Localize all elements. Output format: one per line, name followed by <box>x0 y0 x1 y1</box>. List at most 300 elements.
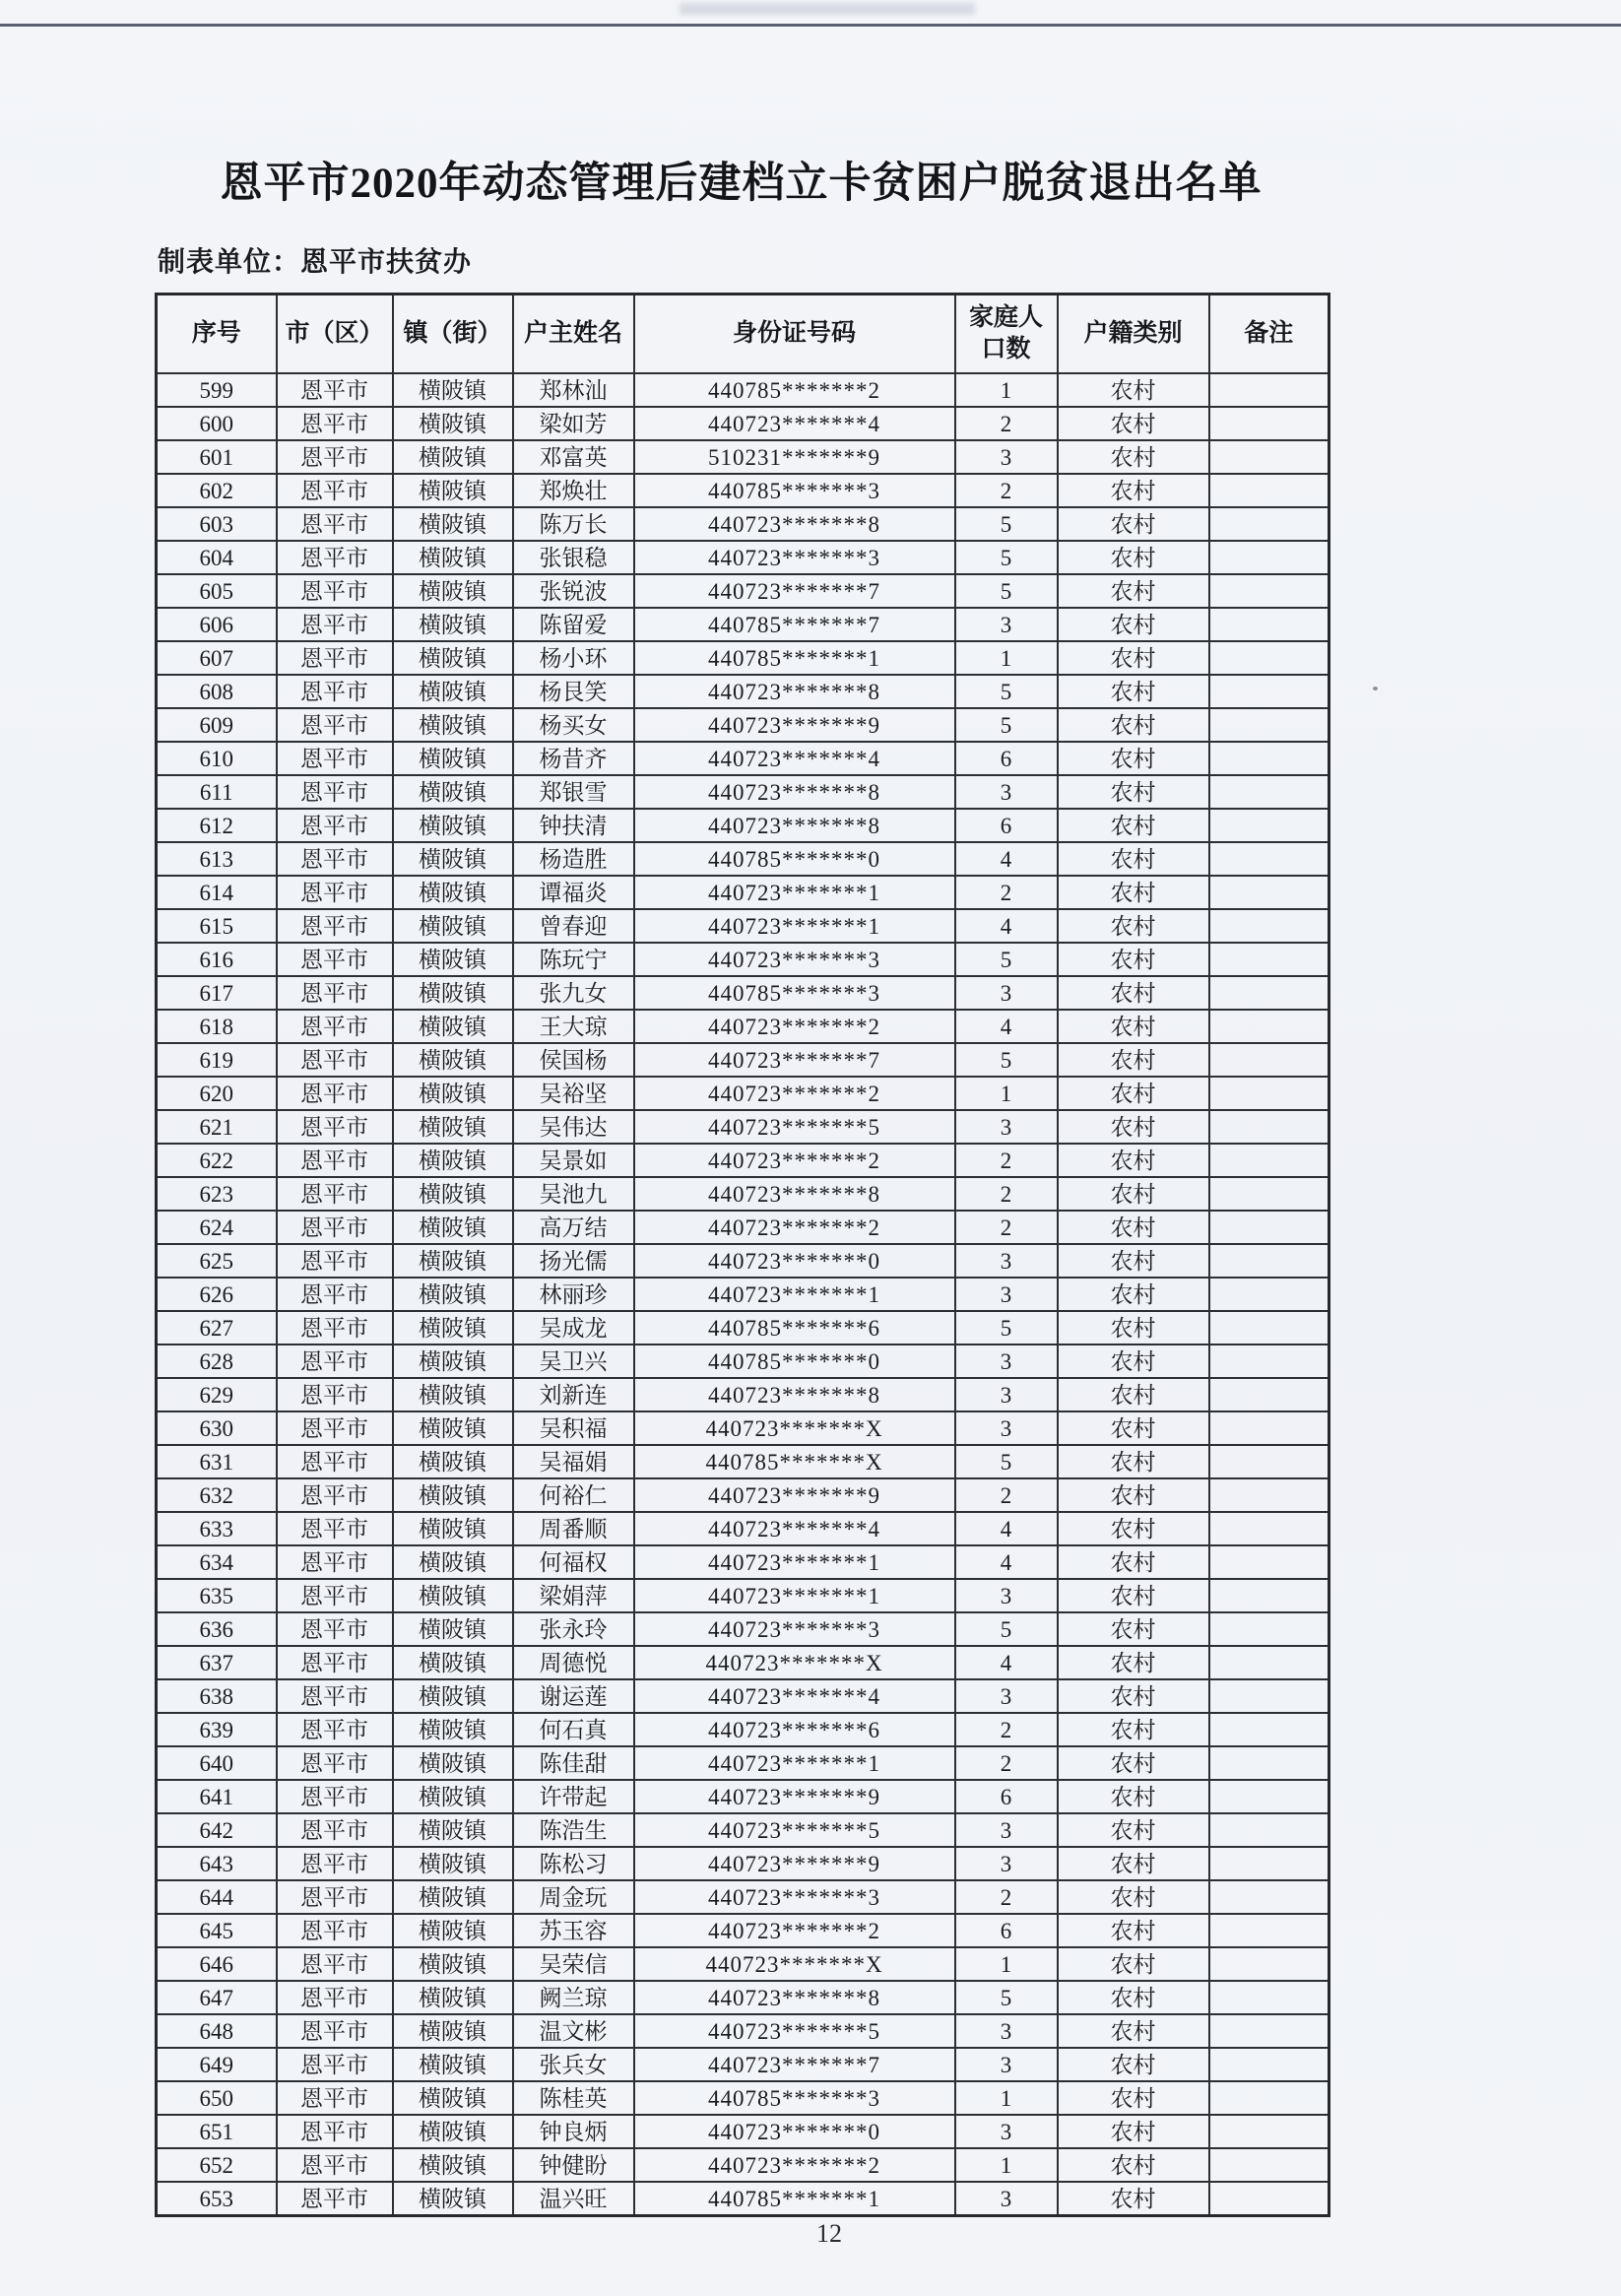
table-row <box>157 1345 1329 1378</box>
cell-remark <box>1209 1880 1329 1914</box>
cell-household-head-name: 张永玲 <box>513 1612 634 1646</box>
table-row <box>157 1177 1329 1211</box>
cell-town: 横陂镇 <box>393 1445 513 1478</box>
cell-town: 横陂镇 <box>393 1144 513 1177</box>
table-row <box>157 1445 1329 1478</box>
cell-family-size: 5 <box>955 1981 1058 2014</box>
cell-household-type: 农村 <box>1058 909 1209 943</box>
cell-seq: 648 <box>157 2014 277 2048</box>
cell-town: 横陂镇 <box>393 1646 513 1679</box>
cell-remark <box>1209 1612 1329 1646</box>
cell-seq: 631 <box>157 1445 277 1478</box>
table-row <box>157 1144 1329 1177</box>
cell-household-type: 农村 <box>1058 1880 1209 1914</box>
cell-family-size: 3 <box>955 2014 1058 2048</box>
cell-city: 恩平市 <box>277 876 393 909</box>
cell-seq: 613 <box>157 842 277 876</box>
cell-city: 恩平市 <box>277 608 393 641</box>
cell-seq: 630 <box>157 1411 277 1445</box>
cell-household-head-name: 张兵女 <box>513 2048 634 2081</box>
cell-town: 横陂镇 <box>393 1077 513 1110</box>
table-row <box>157 943 1329 976</box>
cell-seq: 599 <box>157 373 277 407</box>
cell-household-head-name: 张银稳 <box>513 541 634 574</box>
cell-city: 恩平市 <box>277 541 393 574</box>
cell-household-type: 农村 <box>1058 1144 1209 1177</box>
cell-id-number: 440723*******3 <box>634 1612 955 1646</box>
cell-seq: 632 <box>157 1478 277 1512</box>
cell-family-size: 2 <box>955 876 1058 909</box>
cell-seq: 604 <box>157 541 277 574</box>
cell-family-size: 1 <box>955 1947 1058 1981</box>
cell-seq: 646 <box>157 1947 277 1981</box>
cell-household-type: 农村 <box>1058 608 1209 641</box>
cell-household-head-name: 吴池九 <box>513 1177 634 1211</box>
cell-city: 恩平市 <box>277 2048 393 2081</box>
cell-city: 恩平市 <box>277 2148 393 2182</box>
cell-household-head-name: 陈佳甜 <box>513 1746 634 1780</box>
cell-city: 恩平市 <box>277 1244 393 1278</box>
cell-family-size: 2 <box>955 1880 1058 1914</box>
cell-town: 横陂镇 <box>393 2081 513 2115</box>
cell-family-size: 4 <box>955 909 1058 943</box>
cell-city: 恩平市 <box>277 407 393 440</box>
cell-city: 恩平市 <box>277 1077 393 1110</box>
cell-family-size: 1 <box>955 641 1058 675</box>
table-row <box>157 775 1329 809</box>
cell-city: 恩平市 <box>277 1646 393 1679</box>
cell-city: 恩平市 <box>277 1545 393 1579</box>
cell-town: 横陂镇 <box>393 1378 513 1411</box>
table-row <box>157 708 1329 742</box>
cell-city: 恩平市 <box>277 1043 393 1077</box>
cell-town: 横陂镇 <box>393 1110 513 1144</box>
cell-remark <box>1209 1579 1329 1612</box>
table-row <box>157 1713 1329 1746</box>
cell-id-number: 440723*******8 <box>634 675 955 708</box>
cell-id-number: 440723*******8 <box>634 775 955 809</box>
cell-household-type: 农村 <box>1058 742 1209 775</box>
cell-household-head-name: 陈万长 <box>513 507 634 541</box>
cell-id-number: 440723*******3 <box>634 541 955 574</box>
cell-seq: 611 <box>157 775 277 809</box>
cell-household-head-name: 许带起 <box>513 1780 634 1813</box>
cell-seq: 606 <box>157 608 277 641</box>
cell-remark <box>1209 2081 1329 2115</box>
cell-family-size: 2 <box>955 407 1058 440</box>
cell-seq: 612 <box>157 809 277 842</box>
cell-family-size: 6 <box>955 742 1058 775</box>
cell-remark <box>1209 608 1329 641</box>
cell-household-head-name: 钟健盼 <box>513 2148 634 2182</box>
cell-city: 恩平市 <box>277 909 393 943</box>
cell-seq: 626 <box>157 1278 277 1311</box>
cell-town: 横陂镇 <box>393 1244 513 1278</box>
cell-household-head-name: 刘新连 <box>513 1378 634 1411</box>
cell-household-type: 农村 <box>1058 1411 1209 1445</box>
table-row <box>157 1077 1329 1110</box>
cell-household-type: 农村 <box>1058 775 1209 809</box>
table-row <box>157 2182 1329 2216</box>
cell-town: 横陂镇 <box>393 1679 513 1713</box>
cell-city: 恩平市 <box>277 1947 393 1981</box>
cell-household-type: 农村 <box>1058 1278 1209 1311</box>
table-row <box>157 541 1329 574</box>
cell-id-number: 440723*******4 <box>634 742 955 775</box>
cell-household-head-name: 吴伟达 <box>513 1110 634 1144</box>
cell-household-type: 农村 <box>1058 1813 1209 1847</box>
cell-town: 横陂镇 <box>393 541 513 574</box>
cell-seq: 602 <box>157 474 277 507</box>
cell-town: 横陂镇 <box>393 1981 513 2014</box>
cell-household-head-name: 周金玩 <box>513 1880 634 1914</box>
table-row <box>157 407 1329 440</box>
cell-family-size: 2 <box>955 1478 1058 1512</box>
cell-seq: 629 <box>157 1378 277 1411</box>
cell-city: 恩平市 <box>277 1144 393 1177</box>
cell-id-number: 440723*******5 <box>634 1813 955 1847</box>
cell-id-number: 440785*******3 <box>634 976 955 1010</box>
cell-family-size: 4 <box>955 1512 1058 1545</box>
cell-town: 横陂镇 <box>393 2148 513 2182</box>
cell-seq: 651 <box>157 2115 277 2148</box>
cell-town: 横陂镇 <box>393 809 513 842</box>
cell-id-number: 440723*******2 <box>634 2148 955 2182</box>
col-header-seq: 序号 <box>157 295 277 374</box>
cell-household-type: 农村 <box>1058 1445 1209 1478</box>
cell-town: 横陂镇 <box>393 943 513 976</box>
cell-town: 横陂镇 <box>393 1813 513 1847</box>
table-row <box>157 742 1329 775</box>
cell-household-type: 农村 <box>1058 2048 1209 2081</box>
cell-remark <box>1209 1947 1329 1981</box>
cell-seq: 637 <box>157 1646 277 1679</box>
cell-family-size: 4 <box>955 1545 1058 1579</box>
cell-family-size: 3 <box>955 775 1058 809</box>
cell-household-head-name: 杨买女 <box>513 708 634 742</box>
cell-id-number: 440785*******3 <box>634 474 955 507</box>
table-row <box>157 2014 1329 2048</box>
cell-household-type: 农村 <box>1058 1914 1209 1947</box>
cell-remark <box>1209 976 1329 1010</box>
cell-city: 恩平市 <box>277 1512 393 1545</box>
cell-remark <box>1209 1411 1329 1445</box>
cell-town: 横陂镇 <box>393 2048 513 2081</box>
cell-seq: 600 <box>157 407 277 440</box>
cell-family-size: 3 <box>955 440 1058 474</box>
cell-family-size: 3 <box>955 2182 1058 2216</box>
scan-artifact-ghost <box>680 3 975 15</box>
cell-id-number: 440785*******7 <box>634 608 955 641</box>
table-row <box>157 373 1329 407</box>
cell-town: 横陂镇 <box>393 1612 513 1646</box>
cell-town: 横陂镇 <box>393 1411 513 1445</box>
cell-id-number: 510231*******9 <box>634 440 955 474</box>
table-row <box>157 909 1329 943</box>
cell-seq: 647 <box>157 1981 277 2014</box>
cell-remark <box>1209 1478 1329 1512</box>
cell-household-type: 农村 <box>1058 1545 1209 1579</box>
cell-city: 恩平市 <box>277 2115 393 2148</box>
cell-seq: 624 <box>157 1211 277 1244</box>
cell-family-size: 2 <box>955 1177 1058 1211</box>
cell-family-size: 3 <box>955 1278 1058 1311</box>
cell-family-size: 3 <box>955 1813 1058 1847</box>
cell-seq: 634 <box>157 1545 277 1579</box>
cell-town: 横陂镇 <box>393 1043 513 1077</box>
table-header-row <box>157 295 1329 374</box>
cell-family-size: 3 <box>955 1847 1058 1880</box>
prepared-by-label: 制表单位：恩平市扶贫办 <box>158 247 473 278</box>
cell-family-size: 3 <box>955 1378 1058 1411</box>
cell-id-number: 440723*******9 <box>634 1478 955 1512</box>
cell-id-number: 440723*******8 <box>634 1981 955 2014</box>
cell-household-head-name: 谭福炎 <box>513 876 634 909</box>
cell-remark <box>1209 1278 1329 1311</box>
cell-household-type: 农村 <box>1058 1345 1209 1378</box>
cell-id-number: 440723*******8 <box>634 1378 955 1411</box>
cell-household-type: 农村 <box>1058 675 1209 708</box>
cell-household-head-name: 郑林汕 <box>513 373 634 407</box>
cell-town: 横陂镇 <box>393 1010 513 1043</box>
cell-remark <box>1209 2115 1329 2148</box>
cell-id-number: 440723*******0 <box>634 2115 955 2148</box>
cell-remark <box>1209 1378 1329 1411</box>
cell-family-size: 3 <box>955 2115 1058 2148</box>
cell-family-size: 3 <box>955 1579 1058 1612</box>
cell-city: 恩平市 <box>277 1780 393 1813</box>
cell-remark <box>1209 1512 1329 1545</box>
cell-household-head-name: 温文彬 <box>513 2014 634 2048</box>
cell-seq: 638 <box>157 1679 277 1713</box>
cell-family-size: 5 <box>955 1311 1058 1345</box>
cell-household-head-name: 杨艮笑 <box>513 675 634 708</box>
cell-household-type: 农村 <box>1058 373 1209 407</box>
cell-family-size: 3 <box>955 608 1058 641</box>
cell-seq: 615 <box>157 909 277 943</box>
scan-artifact-dot <box>1373 687 1378 690</box>
cell-seq: 625 <box>157 1244 277 1278</box>
cell-city: 恩平市 <box>277 842 393 876</box>
cell-remark <box>1209 809 1329 842</box>
table-row <box>157 2081 1329 2115</box>
cell-household-head-name: 陈浩生 <box>513 1813 634 1847</box>
cell-town: 横陂镇 <box>393 1880 513 1914</box>
cell-household-type: 农村 <box>1058 474 1209 507</box>
cell-town: 横陂镇 <box>393 474 513 507</box>
table-row <box>157 1110 1329 1144</box>
cell-city: 恩平市 <box>277 1813 393 1847</box>
col-header-household-type: 户籍类别 <box>1058 295 1209 374</box>
cell-id-number: 440723*******2 <box>634 1144 955 1177</box>
cell-remark <box>1209 1780 1329 1813</box>
cell-household-type: 农村 <box>1058 1679 1209 1713</box>
cell-family-size: 3 <box>955 1679 1058 1713</box>
cell-city: 恩平市 <box>277 1847 393 1880</box>
cell-city: 恩平市 <box>277 1478 393 1512</box>
cell-family-size: 4 <box>955 1010 1058 1043</box>
table-row <box>157 641 1329 675</box>
cell-id-number: 440723*******1 <box>634 1278 955 1311</box>
cell-id-number: 440723*******3 <box>634 1880 955 1914</box>
cell-id-number: 440723*******5 <box>634 2014 955 2048</box>
cell-seq: 617 <box>157 976 277 1010</box>
cell-household-head-name: 吴荣信 <box>513 1947 634 1981</box>
cell-town: 横陂镇 <box>393 574 513 608</box>
cell-seq: 622 <box>157 1144 277 1177</box>
page-title: 恩平市2020年动态管理后建档立卡贫困户脱贫退出名单 <box>220 161 1263 207</box>
cell-remark <box>1209 1211 1329 1244</box>
cell-household-head-name: 陈玩宁 <box>513 943 634 976</box>
cell-remark <box>1209 1981 1329 2014</box>
cell-town: 横陂镇 <box>393 2014 513 2048</box>
cell-family-size: 3 <box>955 1110 1058 1144</box>
cell-id-number: 440723*******4 <box>634 407 955 440</box>
cell-household-head-name: 吴裕坚 <box>513 1077 634 1110</box>
cell-family-size: 6 <box>955 1780 1058 1813</box>
cell-remark <box>1209 1746 1329 1780</box>
cell-id-number: 440785*******0 <box>634 842 955 876</box>
cell-town: 横陂镇 <box>393 1512 513 1545</box>
cell-city: 恩平市 <box>277 1579 393 1612</box>
table-row <box>157 1311 1329 1345</box>
cell-city: 恩平市 <box>277 2081 393 2115</box>
cell-remark <box>1209 1914 1329 1947</box>
cell-seq: 640 <box>157 1746 277 1780</box>
cell-id-number: 440723*******2 <box>634 1077 955 1110</box>
cell-city: 恩平市 <box>277 1378 393 1411</box>
cell-household-type: 农村 <box>1058 1244 1209 1278</box>
cell-household-head-name: 梁娟萍 <box>513 1579 634 1612</box>
cell-town: 横陂镇 <box>393 440 513 474</box>
table-row <box>157 876 1329 909</box>
cell-family-size: 5 <box>955 675 1058 708</box>
page-number: 12 <box>816 2219 842 2248</box>
cell-remark <box>1209 641 1329 675</box>
cell-household-type: 农村 <box>1058 2014 1209 2048</box>
cell-city: 恩平市 <box>277 1411 393 1445</box>
cell-household-type: 农村 <box>1058 809 1209 842</box>
cell-id-number: 440723*******3 <box>634 943 955 976</box>
cell-id-number: 440785*******1 <box>634 2182 955 2216</box>
table-row <box>157 574 1329 608</box>
cell-household-head-name: 杨造胜 <box>513 842 634 876</box>
cell-family-size: 1 <box>955 2148 1058 2182</box>
cell-seq: 645 <box>157 1914 277 1947</box>
cell-city: 恩平市 <box>277 440 393 474</box>
cell-household-head-name: 曾春迎 <box>513 909 634 943</box>
cell-city: 恩平市 <box>277 1746 393 1780</box>
cell-household-type: 农村 <box>1058 2148 1209 2182</box>
cell-household-head-name: 高万结 <box>513 1211 634 1244</box>
cell-household-head-name: 陈松习 <box>513 1847 634 1880</box>
cell-household-head-name: 钟扶清 <box>513 809 634 842</box>
cell-city: 恩平市 <box>277 1311 393 1345</box>
cell-family-size: 2 <box>955 474 1058 507</box>
poverty-exit-table <box>155 293 1330 2217</box>
cell-town: 横陂镇 <box>393 507 513 541</box>
cell-household-type: 农村 <box>1058 507 1209 541</box>
cell-seq: 603 <box>157 507 277 541</box>
cell-id-number: 440785*******0 <box>634 1345 955 1378</box>
cell-household-head-name: 吴景如 <box>513 1144 634 1177</box>
table-row <box>157 1947 1329 1981</box>
cell-household-head-name: 温兴旺 <box>513 2182 634 2216</box>
cell-household-head-name: 王大琼 <box>513 1010 634 1043</box>
cell-city: 恩平市 <box>277 742 393 775</box>
cell-remark <box>1209 742 1329 775</box>
cell-town: 横陂镇 <box>393 1345 513 1378</box>
cell-remark <box>1209 876 1329 909</box>
cell-seq: 627 <box>157 1311 277 1345</box>
cell-household-head-name: 吴福娟 <box>513 1445 634 1478</box>
cell-family-size: 4 <box>955 1646 1058 1679</box>
cell-town: 横陂镇 <box>393 641 513 675</box>
table-row <box>157 1579 1329 1612</box>
cell-id-number: 440723*******9 <box>634 1847 955 1880</box>
cell-id-number: 440723*******1 <box>634 876 955 909</box>
col-header-town: 镇（街） <box>393 295 513 374</box>
cell-household-type: 农村 <box>1058 708 1209 742</box>
cell-remark <box>1209 407 1329 440</box>
cell-city: 恩平市 <box>277 775 393 809</box>
cell-remark <box>1209 1679 1329 1713</box>
cell-seq: 644 <box>157 1880 277 1914</box>
cell-remark <box>1209 1545 1329 1579</box>
cell-town: 横陂镇 <box>393 675 513 708</box>
cell-household-type: 农村 <box>1058 1378 1209 1411</box>
cell-id-number: 440785*******1 <box>634 641 955 675</box>
cell-household-head-name: 邓富英 <box>513 440 634 474</box>
table-body <box>157 373 1329 2216</box>
cell-city: 恩平市 <box>277 1981 393 2014</box>
cell-family-size: 2 <box>955 1746 1058 1780</box>
cell-household-head-name: 郑银雪 <box>513 775 634 809</box>
cell-town: 横陂镇 <box>393 1278 513 1311</box>
cell-household-type: 农村 <box>1058 1646 1209 1679</box>
cell-household-head-name: 何石真 <box>513 1713 634 1746</box>
cell-remark <box>1209 1445 1329 1478</box>
cell-id-number: 440723*******1 <box>634 909 955 943</box>
cell-remark <box>1209 373 1329 407</box>
cell-town: 横陂镇 <box>393 1746 513 1780</box>
cell-household-type: 农村 <box>1058 943 1209 976</box>
cell-id-number: 440723*******4 <box>634 1679 955 1713</box>
cell-family-size: 5 <box>955 574 1058 608</box>
cell-city: 恩平市 <box>277 1612 393 1646</box>
cell-seq: 635 <box>157 1579 277 1612</box>
cell-remark <box>1209 2182 1329 2216</box>
cell-id-number: 440723*******4 <box>634 1512 955 1545</box>
cell-remark <box>1209 675 1329 708</box>
table-row <box>157 1679 1329 1713</box>
cell-town: 横陂镇 <box>393 1780 513 1813</box>
cell-household-head-name: 吴卫兴 <box>513 1345 634 1378</box>
cell-town: 横陂镇 <box>393 1713 513 1746</box>
cell-household-type: 农村 <box>1058 1612 1209 1646</box>
cell-family-size: 2 <box>955 1713 1058 1746</box>
cell-household-type: 农村 <box>1058 842 1209 876</box>
cell-household-type: 农村 <box>1058 407 1209 440</box>
cell-family-size: 5 <box>955 708 1058 742</box>
cell-id-number: 440723*******8 <box>634 1177 955 1211</box>
table-row <box>157 2115 1329 2148</box>
cell-household-head-name: 钟良炳 <box>513 2115 634 2148</box>
cell-household-head-name: 侯国杨 <box>513 1043 634 1077</box>
cell-household-type: 农村 <box>1058 1010 1209 1043</box>
cell-household-type: 农村 <box>1058 1947 1209 1981</box>
cell-seq: 641 <box>157 1780 277 1813</box>
